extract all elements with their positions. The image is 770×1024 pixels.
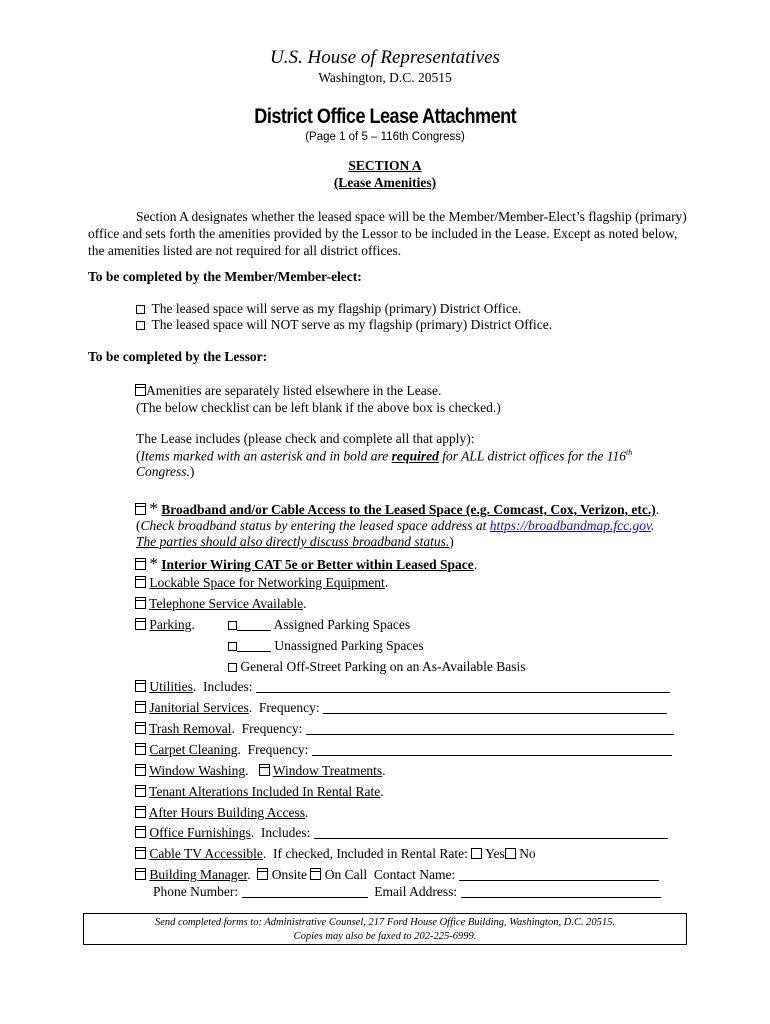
utilities-row[interactable]: Utilities. Includes: [135, 679, 670, 695]
includes-intro: The Lease includes (please check and complete all that apply): [136, 431, 475, 446]
page-info: (Page 1 of 5 – 116th Congress) [305, 131, 465, 143]
separately-listed-label: Amenities are separately listed elsewhere in the Lease. [146, 383, 442, 398]
window-row[interactable]: Window Washing. Window Treatments. [135, 763, 386, 779]
after-hours-label: After Hours Building Access [148, 805, 305, 820]
telephone-label: Telephone Service Available [149, 596, 304, 611]
cable-tv-no-label: No [519, 846, 536, 861]
utilities-includes-field[interactable] [256, 692, 670, 693]
onsite-label: Onsite [271, 867, 307, 882]
document-title: District Office Lease Attachment [254, 105, 516, 128]
flagship-checkbox[interactable] [136, 305, 145, 314]
parking-row[interactable]: Parking. [135, 617, 195, 633]
asterisk-note-sup: th [626, 448, 633, 457]
asterisk-note-required: required [391, 448, 439, 464]
on-call-label: On Call [324, 867, 368, 882]
footer-box [83, 913, 687, 945]
email-address-field[interactable] [461, 897, 661, 898]
footer-line2: Copies may also be faxed to 202-225-6999. [293, 931, 477, 942]
window-washing-checkbox[interactable] [135, 764, 146, 776]
furnishings-includes-field[interactable] [314, 838, 668, 839]
parking-assigned-checkbox[interactable] [228, 621, 237, 630]
cable-tv-row[interactable]: Cable TV Accessible. If checked, Included in Rental Rate: Yes No [135, 846, 536, 862]
email-address-label: Email Address: [374, 884, 458, 899]
section-intro: Section A designates whether the leased space will be the Member/Member-Elect’s flagship (primary) office and sets forth the amenities provided by the Lessor to be included in the Lease. Except as noted below, the amenities listed are not required for all district offices. [88, 209, 687, 258]
carpet-frequency-field[interactable] [312, 755, 672, 756]
trash-frequency-field[interactable] [306, 734, 674, 735]
janitorial-label: Janitorial Services [149, 700, 249, 715]
parking-unassigned-checkbox[interactable] [228, 642, 237, 651]
section-subheading: (Lease Amenities) [333, 175, 437, 190]
cable-tv-label: Cable TV Accessible [149, 846, 263, 861]
trash-checkbox[interactable] [135, 722, 146, 734]
window-treatments-label: Window Treatments [272, 763, 383, 778]
trash-label: Trash Removal [149, 721, 232, 736]
lockable-label: Lockable Space for Networking Equipment [149, 575, 385, 590]
parking-assigned-count[interactable] [237, 630, 271, 631]
contact-name-label: Contact Name: [373, 867, 456, 882]
telephone-row[interactable]: Telephone Service Available. [135, 596, 307, 612]
broadband-note-line1: (Check broadband status by entering the leased space address at https://broadbandmap.fcc.gov. [136, 518, 655, 533]
broadband-row[interactable]: * Broadband and/or Cable Access to the Leased Space (e.g. Comcast, Cox, Verizon, etc.). [135, 499, 659, 519]
asterisk-note-line2: Congress.) [136, 464, 195, 479]
office-furnishings-label: Office Furnishings [149, 825, 251, 840]
furnishings-includes-label: Includes: [260, 825, 311, 840]
carpet-row[interactable]: Carpet Cleaning. Frequency: [135, 742, 672, 758]
utilities-label: Utilities [149, 679, 193, 694]
janitorial-frequency-field[interactable] [323, 713, 667, 714]
broadband-note-line2: The parties should also directly discuss broadband status.) [136, 534, 454, 549]
carpet-checkbox[interactable] [135, 743, 146, 755]
member-heading: To be completed by the Member/Member-elect: [88, 269, 362, 284]
after-hours-checkbox[interactable] [135, 806, 146, 818]
after-hours-row[interactable]: After Hours Building Access. [135, 805, 308, 821]
on-call-checkbox[interactable] [310, 868, 321, 880]
building-manager-row[interactable]: Building Manager. Onsite On Call Contact Name: [135, 867, 659, 883]
telephone-checkbox[interactable] [135, 597, 146, 609]
asterisk-mark: * [149, 554, 158, 573]
janitorial-checkbox[interactable] [135, 701, 146, 713]
building-manager-checkbox[interactable] [135, 868, 146, 880]
onsite-checkbox[interactable] [257, 868, 268, 880]
cable-tv-yes-checkbox[interactable] [471, 848, 482, 859]
section-heading: SECTION A [348, 158, 422, 173]
lessor-heading: To be completed by the Lessor: [88, 349, 268, 364]
asterisk-note-c: Congress. [136, 464, 190, 479]
asterisk-note-b: for ALL district offices for the 116 [442, 448, 627, 464]
broadband-checkbox[interactable] [135, 503, 146, 515]
wiring-row[interactable]: * Interior Wiring CAT 5e or Better within Leased Space. [135, 554, 477, 574]
flagship-label: The leased space will serve as my flagship (primary) District Office. [151, 301, 522, 316]
trash-frequency-label: Frequency: [241, 721, 303, 736]
window-washing-label: Window Washing [149, 763, 246, 778]
not-flagship-checkbox[interactable] [136, 321, 145, 330]
contact-name-field[interactable] [459, 880, 659, 881]
parking-unassigned-row[interactable] [228, 638, 424, 654]
tenant-alterations-row[interactable]: Tenant Alterations Included In Rental Rate. [135, 784, 384, 800]
parking-general-label: General Off-Street Parking on an As-Available Basis [240, 659, 526, 674]
organization-address: Washington, D.C. 20515 [318, 70, 452, 85]
asterisk-note-line1: (Items marked with an asterisk and in bold are required for ALL district offices for the 116th [136, 448, 633, 464]
phone-number-field[interactable] [242, 897, 368, 898]
not-flagship-label: The leased space will NOT serve as my flagship (primary) District Office. [151, 317, 553, 332]
member-option-flagship[interactable] [136, 301, 521, 317]
phone-number-label: Phone Number: [153, 884, 239, 899]
parking-unassigned-label: Unassigned Parking Spaces [274, 638, 424, 653]
parking-general-checkbox[interactable] [228, 663, 237, 672]
broadband-note-a: Check broadband status by entering the leased space address at [140, 518, 487, 533]
carpet-frequency-label: Frequency: [247, 742, 309, 757]
contact-row [153, 884, 661, 900]
wiring-checkbox[interactable] [135, 558, 146, 570]
utilities-includes-label: Includes: [203, 679, 253, 694]
window-treatments-checkbox[interactable] [259, 764, 270, 776]
janitorial-row[interactable]: Janitorial Services. Frequency: [135, 700, 667, 716]
office-furnishings-checkbox[interactable] [135, 826, 146, 838]
cable-tv-no-checkbox[interactable] [505, 848, 516, 859]
tenant-alterations-checkbox[interactable] [135, 785, 146, 797]
parking-checkbox[interactable] [135, 618, 146, 630]
broadband-note-b: The parties should also directly discuss broadband status. [136, 534, 450, 549]
building-manager-label: Building Manager [149, 867, 248, 882]
wiring-label: Interior Wiring CAT 5e or Better within Leased Space [161, 557, 474, 572]
separately-listed-row[interactable] [135, 383, 441, 399]
trash-row[interactable]: Trash Removal. Frequency: [135, 721, 674, 737]
cable-tv-checkbox[interactable] [135, 847, 146, 859]
parking-assigned-row[interactable] [228, 617, 410, 633]
parking-unassigned-count[interactable] [237, 651, 271, 652]
janitorial-frequency-label: Frequency: [258, 700, 320, 715]
tenant-alterations-label: Tenant Alterations Included In Rental Rate [149, 784, 381, 799]
lockable-checkbox[interactable] [135, 576, 146, 588]
document-title-wrap [0, 105, 770, 129]
broadband-label: Broadband and/or Cable Access to the Leased Space (e.g. Comcast, Cox, Verizon, etc.) [161, 502, 656, 517]
parking-general-row[interactable] [228, 659, 526, 675]
carpet-label: Carpet Cleaning [149, 742, 238, 757]
parking-label: Parking [149, 617, 192, 632]
asterisk-mark: * [149, 499, 158, 518]
parking-assigned-label: Assigned Parking Spaces [273, 617, 411, 632]
broadband-link[interactable]: https://broadbandmap.fcc.gov [489, 518, 651, 533]
organization-title: U.S. House of Representatives [270, 47, 500, 68]
utilities-checkbox[interactable] [135, 680, 146, 692]
asterisk-note-a: Items marked with an asterisk and in bold are [140, 448, 389, 464]
member-option-not-flagship[interactable] [136, 317, 552, 333]
office-furnishings-row[interactable]: Office Furnishings. Includes: [135, 825, 668, 841]
cable-tv-question: If checked, Included in Rental Rate: [272, 846, 468, 861]
footer-line1: Send completed forms to: Administrative Counsel, 217 Ford House Office Building, Washington, D.C. 20515. [154, 917, 616, 928]
separately-listed-checkbox[interactable] [135, 384, 146, 396]
cable-tv-yes-label: Yes [485, 846, 505, 861]
separately-listed-note: (The below checklist can be left blank if the above box is checked.) [136, 400, 501, 415]
lockable-row[interactable]: Lockable Space for Networking Equipment. [135, 575, 388, 591]
